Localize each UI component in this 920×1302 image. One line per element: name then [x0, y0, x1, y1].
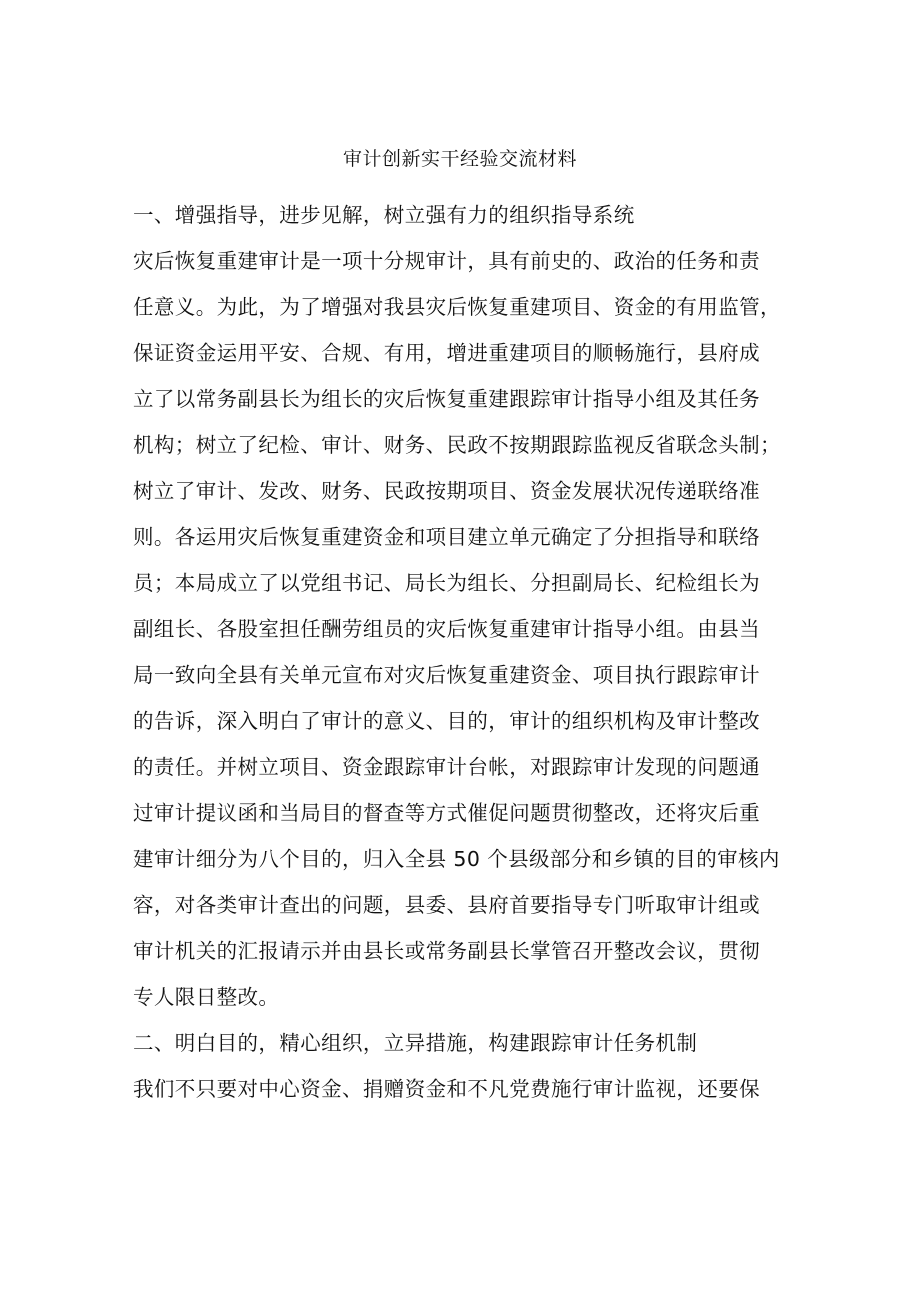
- section-heading-1: 一、增强指导，进步见解，树立强有力的组织指导系统: [133, 203, 635, 227]
- paragraph-line: 审计机关的汇报请示并由县长或常务副县长掌管召开整改会议，贯彻: [133, 939, 760, 963]
- document-title: 审计创新实干经验交流材料: [342, 148, 577, 170]
- paragraph-line: 则。各运用灾后恢复重建资金和项目建立单元确定了分担指导和联络: [133, 525, 760, 549]
- paragraph-line: 容，对各类审计查出的问题，县委、县府首要指导专门听取审计组或: [133, 893, 760, 917]
- paragraph-line: 员；本局成立了以党组书记、局长为组长、分担副局长、纪检组长为: [133, 571, 760, 595]
- paragraph-line: 灾后恢复重建审计是一项十分规审计，具有前史的、政治的任务和责: [133, 249, 760, 273]
- document-body: [133, 192, 803, 1112]
- paragraph-line: 副组长、各股室担任酬劳组员的灾后恢复重建审计指导小组。由县当: [133, 617, 760, 641]
- paragraph-line: 的告诉，深入明白了审计的意义、目的，审计的组织机构及审计整改: [133, 709, 760, 733]
- paragraph-line: 树立了审计、发改、财务、民政按期项目、资金发展状况传递联络准: [133, 479, 760, 503]
- paragraph-line: 机构；树立了纪检、审计、财务、民政不按期跟踪监视反省联念头制；: [133, 433, 781, 457]
- paragraph-line: 过审计提议函和当局目的督查等方式催促问题贯彻整改，还将灾后重: [133, 801, 760, 825]
- paragraph-line: 局一致向全县有关单元宣布对灾后恢复重建资金、项目执行跟踪审计: [133, 663, 760, 687]
- paragraph-line: 保证资金运用平安、合规、有用，增进重建项目的顺畅施行，县府成: [133, 341, 760, 365]
- paragraph-line: 任意义。为此，为了增强对我县灾后恢复重建项目、资金的有用监管，: [133, 295, 781, 319]
- paragraph-line: 的责任。并树立项目、资金跟踪审计台帐，对跟踪审计发现的问题通: [133, 755, 760, 779]
- paragraph-line: 我们不只要对中心资金、捐赠资金和不凡党费施行审计监视，还要保: [133, 1077, 760, 1101]
- paragraph-line: 专人限日整改。: [133, 985, 280, 1009]
- paragraph-line: 建审计细分为八个目的，归入全县 50 个县级部分和乡镇的目的审核内: [133, 847, 780, 871]
- paragraph-line: 立了以常务副县长为组长的灾后恢复重建跟踪审计指导小组及其任务: [133, 387, 760, 411]
- section-heading-2: 二、明白目的，精心组织，立异措施，构建跟踪审计任务机制: [133, 1031, 698, 1055]
